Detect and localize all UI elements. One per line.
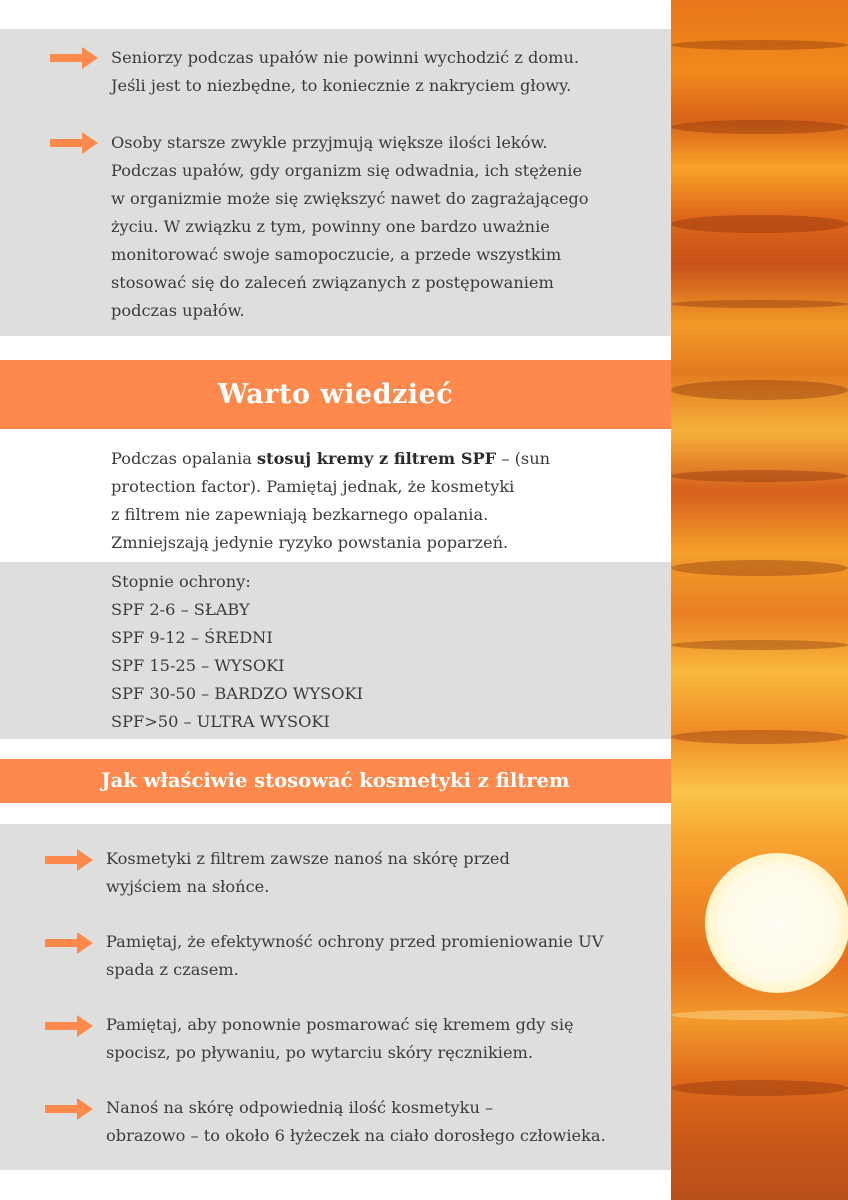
howto-bullet-2: Pamiętaj, że efektywność ochrony przed promieniowanie UV spada z czasem. <box>106 932 604 979</box>
howto-bullet-3: Pamiętaj, aby ponownie posmarować się kremem gdy się spocisz, po pływaniu, po wytarciu skóry ręcznikiem. <box>106 1015 574 1062</box>
howto-bullet-4: Nanoś na skórę odpowiednią ilość kosmetyku – obrazowo – to około 6 łyżeczek na ciało dorosłego człowieka. <box>106 1098 606 1145</box>
intro-bullet-2: Osoby starsze zwykle przyjmują większe ilości leków. Podczas upałów, gdy organizm się odwadnia, ich stężenie w organizmie może się zwiększyć nawet do zagrażającego życiu. W związku z tym, powinny one bardzo uważnie monitorować swoje samopoczucie, a przede wszystkim stosować się do zaleceń związanych z postępowaniem podczas upałów. <box>111 133 589 320</box>
protection-list <box>111 568 363 736</box>
intro-bullet-1: Seniorzy podczas upałów nie powinni wychodzić z domu. Jeśli jest to niezbędne, to koniecznie z nakryciem głowy. <box>111 48 580 95</box>
protection-level: SPF 2-6 – SŁABY <box>111 600 250 619</box>
protection-level: SPF 15-25 – WYSOKI <box>111 656 285 675</box>
howto-heading: Jak właściwie stosować kosmetyki z filtrem <box>101 769 570 792</box>
protection-title: Stopnie ochrony: <box>111 572 251 591</box>
warto-heading: Warto wiedzieć <box>217 379 454 410</box>
arrow-right-icon <box>45 849 93 871</box>
sun-icon <box>705 853 848 993</box>
arrow-right-icon <box>45 1015 93 1037</box>
arrow-right-icon <box>50 132 98 154</box>
warto-text: Podczas opalania stosuj kremy z filtrem SPF – (sun protection factor). Pamiętaj jednak, że kosmetyki z filtrem nie zapewniają bezkarnego opalania. Zmniejszają jedynie ryzyko powstania poparzeń. <box>111 449 551 552</box>
howto-bullet-1: Kosmetyki z filtrem zawsze nanoś na skórę przed wyjściem na słońce. <box>106 849 510 896</box>
arrow-right-icon <box>45 1098 93 1120</box>
protection-level: SPF 30-50 – BARDZO WYSOKI <box>111 684 363 703</box>
protection-level: SPF>50 – ULTRA WYSOKI <box>111 712 330 731</box>
spf-emphasis: stosuj kremy z filtrem SPF <box>257 449 497 468</box>
sunset-photo <box>671 0 848 1200</box>
arrow-right-icon <box>50 47 98 69</box>
protection-level: SPF 9-12 – ŚREDNI <box>111 628 273 647</box>
arrow-right-icon <box>45 932 93 954</box>
